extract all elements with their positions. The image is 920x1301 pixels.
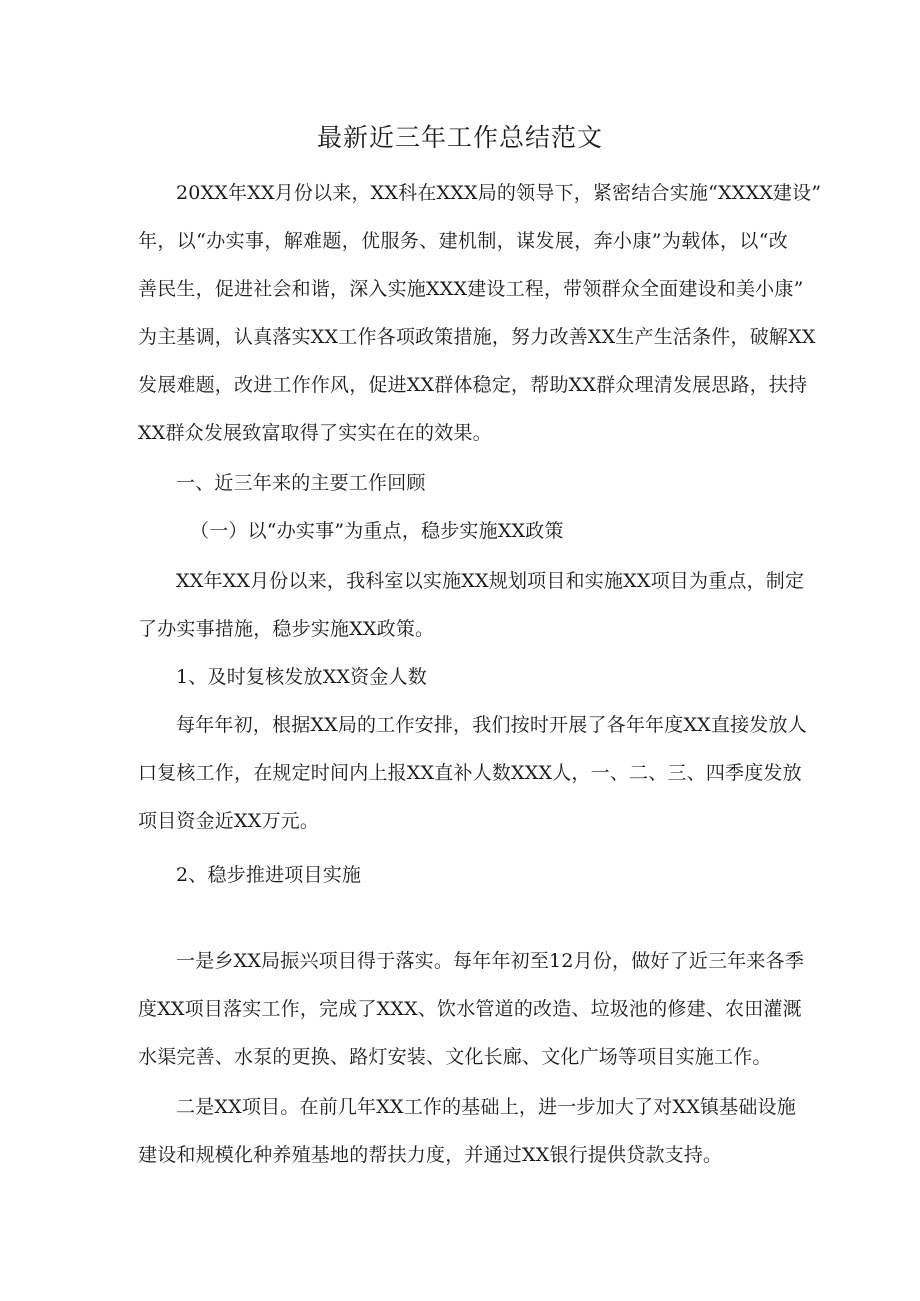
para-1-line-1: XX年XX月份以来，我科室以实施XX规划项目和实施XX项目为重点，制定 xyxy=(176,570,805,592)
item-heading-1: 1、及时复核发放XX资金人数 xyxy=(176,666,427,688)
intro-line-5: 发展难题，改进工作作风，促进XX群体稳定，帮助XX群众理清发展思路，扶持 xyxy=(138,374,808,396)
intro-line-2: 年，以“办实事，解难题，优服务、建机制，谋发展，奔小康”为载体，以“改 xyxy=(138,230,788,252)
intro-line-4: 为主基调，认真落实XX工作各项政策措施，努力改善XX生产生活条件，破解XX xyxy=(138,326,816,348)
para-4-line-1: 二是XX项目。在前几年XX工作的基础上，进一步加大了对XX镇基础设施 xyxy=(176,1096,796,1118)
intro-line-1: 20XX年XX月份以来，XX科在XXX局的领导下，紧密结合实施“XXXX建设” xyxy=(176,182,822,204)
para-3-line-3: 水渠完善、水泵的更换、路灯安装、文化长廊、文化广场等项目实施工作。 xyxy=(138,1046,772,1068)
section-heading: 一、近三年来的主要工作回顾 xyxy=(176,472,426,494)
para-2-line-2: 口复核工作，在规定时间内上报XX直补人数XXX人，一、二、三、四季度发放 xyxy=(138,762,802,784)
para-1-line-2: 了办实事措施，稳步实施XX政策。 xyxy=(138,618,435,640)
para-2-line-1: 每年年初，根据XX局的工作安排，我们按时开展了各年年度XX直接发放人 xyxy=(176,714,807,736)
item-heading-2: 2、稳步推进项目实施 xyxy=(176,864,362,886)
intro-line-3: 善民生，促进社会和谐，深入实施XXX建设工程，带领群众全面建设和美小康” xyxy=(138,278,804,300)
para-2-line-3: 项目资金近XX万元。 xyxy=(138,810,320,832)
document-title: 最新近三年工作总结范文 xyxy=(316,123,603,152)
intro-line-6: XX群众发展致富取得了实实在在的效果。 xyxy=(138,422,492,444)
para-4-line-2: 建设和规模化种养殖基地的帮扶力度，并通过XX银行提供贷款支持。 xyxy=(138,1144,723,1166)
para-3-line-1: 一是乡XX局振兴项目得于落实。每年年初至12月份，做好了近三年来各季 xyxy=(176,950,805,972)
para-3-line-2: 度XX项目落实工作，完成了XXX、饮水管道的改造、垃圾池的修建、农田灌溉 xyxy=(138,998,802,1020)
subsection-heading: （一）以“办实事”为重点，稳步实施XX政策 xyxy=(190,520,564,542)
